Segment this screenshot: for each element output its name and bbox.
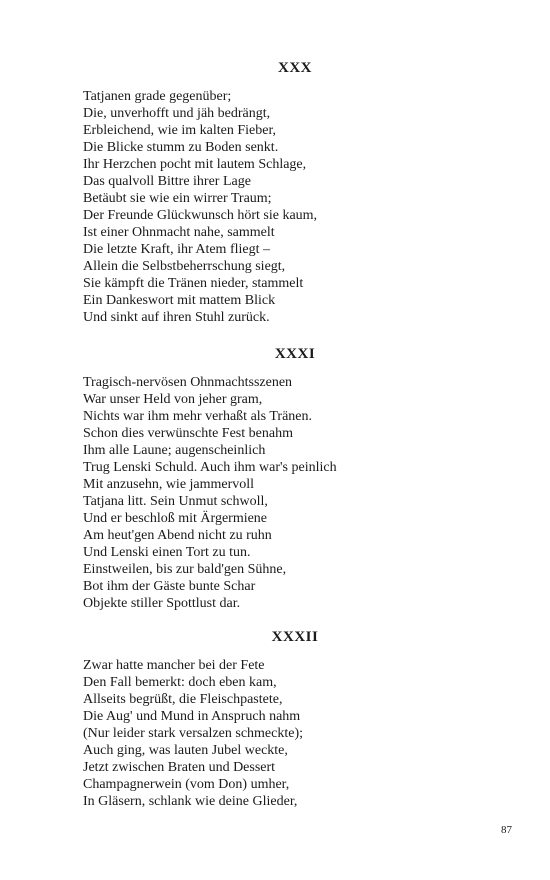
verse-line: Auch ging, was lauten Jubel weckte,	[83, 743, 288, 758]
verse-line: (Nur leider stark versalzen schmeckte);	[83, 726, 304, 741]
verse-line: Die letzte Kraft, ihr Atem fliegt –	[83, 242, 270, 257]
verse-line: Und sinkt auf ihren Stuhl zurück.	[83, 310, 270, 325]
verse-line: Trug Lenski Schuld. Auch ihm war's peinlich	[83, 460, 337, 475]
verse-line: Den Fall bemerkt: doch eben kam,	[83, 675, 277, 690]
stanza-heading: XXXII	[271, 629, 319, 645]
verse-line: Tragisch-nervösen Ohnmachtsszenen	[83, 375, 293, 390]
verse-line: Der Freunde Glückwunsch hört sie kaum,	[83, 208, 318, 223]
verse-line: Objekte stiller Spottlust dar.	[83, 596, 241, 611]
verse-line: Ein Dankeswort mit mattem Blick	[83, 293, 276, 308]
verse-line: Und Lenski einen Tort zu tun.	[83, 545, 251, 560]
stanza-heading: XXX	[278, 60, 312, 76]
verse-line: Ihr Herzchen pocht mit lautem Schlage,	[83, 157, 307, 172]
verse-line: Nichts war ihm mehr verhaßt als Tränen.	[83, 409, 313, 424]
verse-line: Tatjana litt. Sein Unmut schwoll,	[83, 494, 268, 509]
page-number: 87	[501, 824, 512, 836]
verse-line: Sie kämpft die Tränen nieder, stammelt	[83, 276, 304, 291]
stanza-lines	[83, 657, 513, 810]
verse-line: Tatjanen grade gegenüber;	[83, 89, 232, 104]
verse-line: Allein die Selbstbeherrschung siegt,	[83, 259, 286, 274]
verse-line: Ist einer Ohnmacht nahe, sammelt	[83, 225, 275, 240]
verse-line: Champagnerwein (vom Don) umher,	[83, 777, 290, 792]
verse-line: Und er beschloß mit Ärgermiene	[83, 511, 268, 526]
verse-line: Am heut'gen Abend nicht zu ruhn	[83, 528, 272, 543]
verse-line: Mit anzusehn, wie jammervoll	[83, 477, 255, 492]
verse-line: Ihm alle Laune; augenscheinlich	[83, 443, 266, 458]
verse-line: Bot ihm der Gäste bunte Schar	[83, 579, 256, 594]
stanza-xxxi	[83, 343, 513, 612]
stanza-xxx	[83, 57, 513, 326]
verse-line: Zwar hatte mancher bei der Fete	[83, 658, 265, 673]
verse-line: War unser Held von jeher gram,	[83, 392, 263, 407]
verse-line: In Gläsern, schlank wie deine Glieder,	[83, 794, 298, 809]
verse-line: Betäubt sie wie ein wirrer Traum;	[83, 191, 272, 206]
verse-line: Schon dies verwünschte Fest benahm	[83, 426, 293, 441]
verse-line: Die Blicke stumm zu Boden senkt.	[83, 140, 279, 155]
stanza-heading: XXXI	[274, 346, 316, 362]
verse-line: Jetzt zwischen Braten und Dessert	[83, 760, 276, 775]
verse-line: Erbleichend, wie im kalten Fieber,	[83, 123, 277, 138]
verse-line: Die Aug' und Mund in Anspruch nahm	[83, 709, 301, 724]
verse-line: Das qualvoll Bittre ihrer Lage	[83, 174, 251, 189]
verse-line: Einstweilen, bis zur bald'gen Sühne,	[83, 562, 287, 577]
stanza-lines	[83, 374, 513, 612]
verse-line: Die, unverhofft und jäh bedrängt,	[83, 106, 271, 121]
verse-line: Allseits begrüßt, die Fleischpastete,	[83, 692, 283, 707]
stanza-lines	[83, 88, 513, 326]
stanza-xxxii	[83, 626, 513, 810]
